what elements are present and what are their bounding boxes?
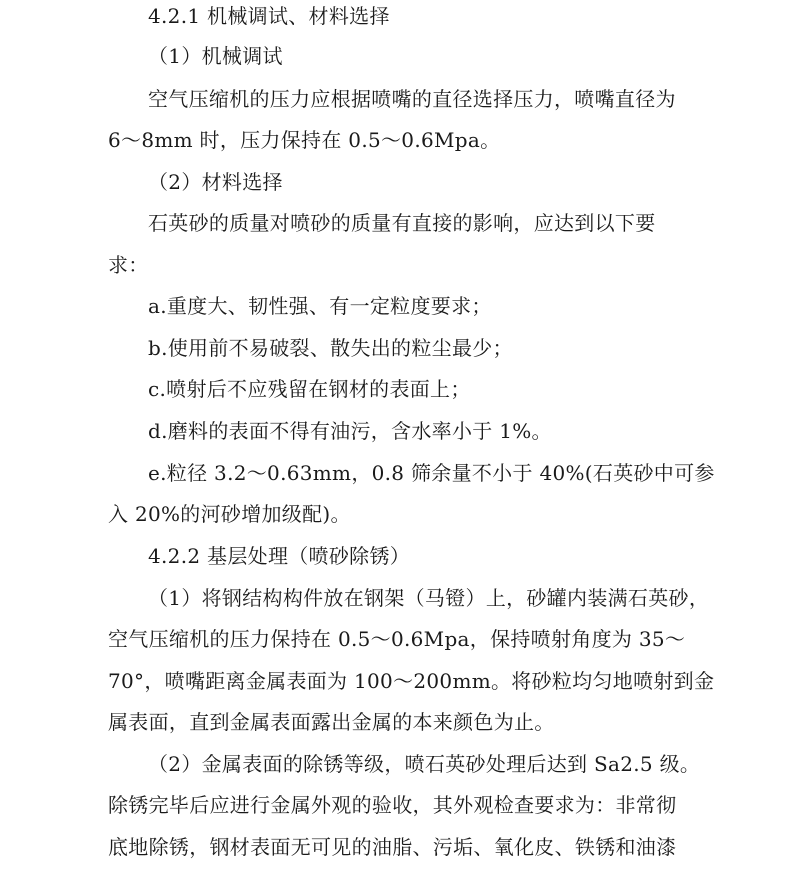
paragraph-line: 除锈完毕后应进行金属外观的验收，其外观检查要求为：非常彻 [108, 793, 677, 817]
requirement-item-a: a.重度大、韧性强、有一定粒度要求； [148, 294, 492, 318]
paragraph-line: 石英砂的质量对喷砂的质量有直接的影响，应达到以下要 [148, 211, 656, 235]
paragraph-line: 属表面，直到金属表面露出金属的本来颜色为止。 [108, 710, 555, 734]
section-heading-4-2-2: 4.2.2 基层处理（喷砂除锈） [148, 544, 411, 568]
section-heading-4-2-1: 4.2.1 机械调试、材料选择 [148, 4, 390, 28]
paragraph-line: 空气压缩机的压力应根据喷嘴的直径选择压力，喷嘴直径为 [148, 87, 676, 111]
paragraph-line: 70°，喷嘴距离金属表面为 100～200mm。将砂粒均匀地喷射到金 [108, 669, 715, 693]
requirement-item-e: e.粒径 3.2～0.63mm，0.8 筛余量不小于 40%(石英砂中可参 [148, 461, 715, 485]
requirement-item-d: d.磨料的表面不得有油污，含水率小于 1%。 [148, 419, 552, 443]
requirement-item-b: b.使用前不易破裂、散失出的粒尘最少； [148, 336, 513, 360]
paragraph-line: （1）将钢结构构件放在钢架（马镫）上，砂罐内装满石英砂， [148, 586, 710, 610]
subheading-material-selection: （2）材料选择 [148, 170, 283, 194]
paragraph-line: 6～8mm 时，压力保持在 0.5～0.6Mpa。 [108, 128, 501, 152]
subheading-machine-debugging: （1）机械调试 [148, 44, 283, 68]
requirement-item-e-continued: 入 20%的河砂增加级配)。 [108, 502, 351, 526]
paragraph-line: 求： [108, 253, 149, 277]
paragraph-line: 底地除锈，钢材表面无可见的油脂、污垢、氧化皮、铁锈和油漆 [108, 835, 677, 859]
requirement-item-c: c.喷射后不应残留在钢材的表面上； [148, 377, 471, 401]
paragraph-line: 空气压缩机的压力保持在 0.5～0.6Mpa，保持喷射角度为 35～ [108, 627, 686, 651]
paragraph-line: （2）金属表面的除锈等级，喷石英砂处理后达到 Sa2.5 级。 [148, 752, 701, 776]
